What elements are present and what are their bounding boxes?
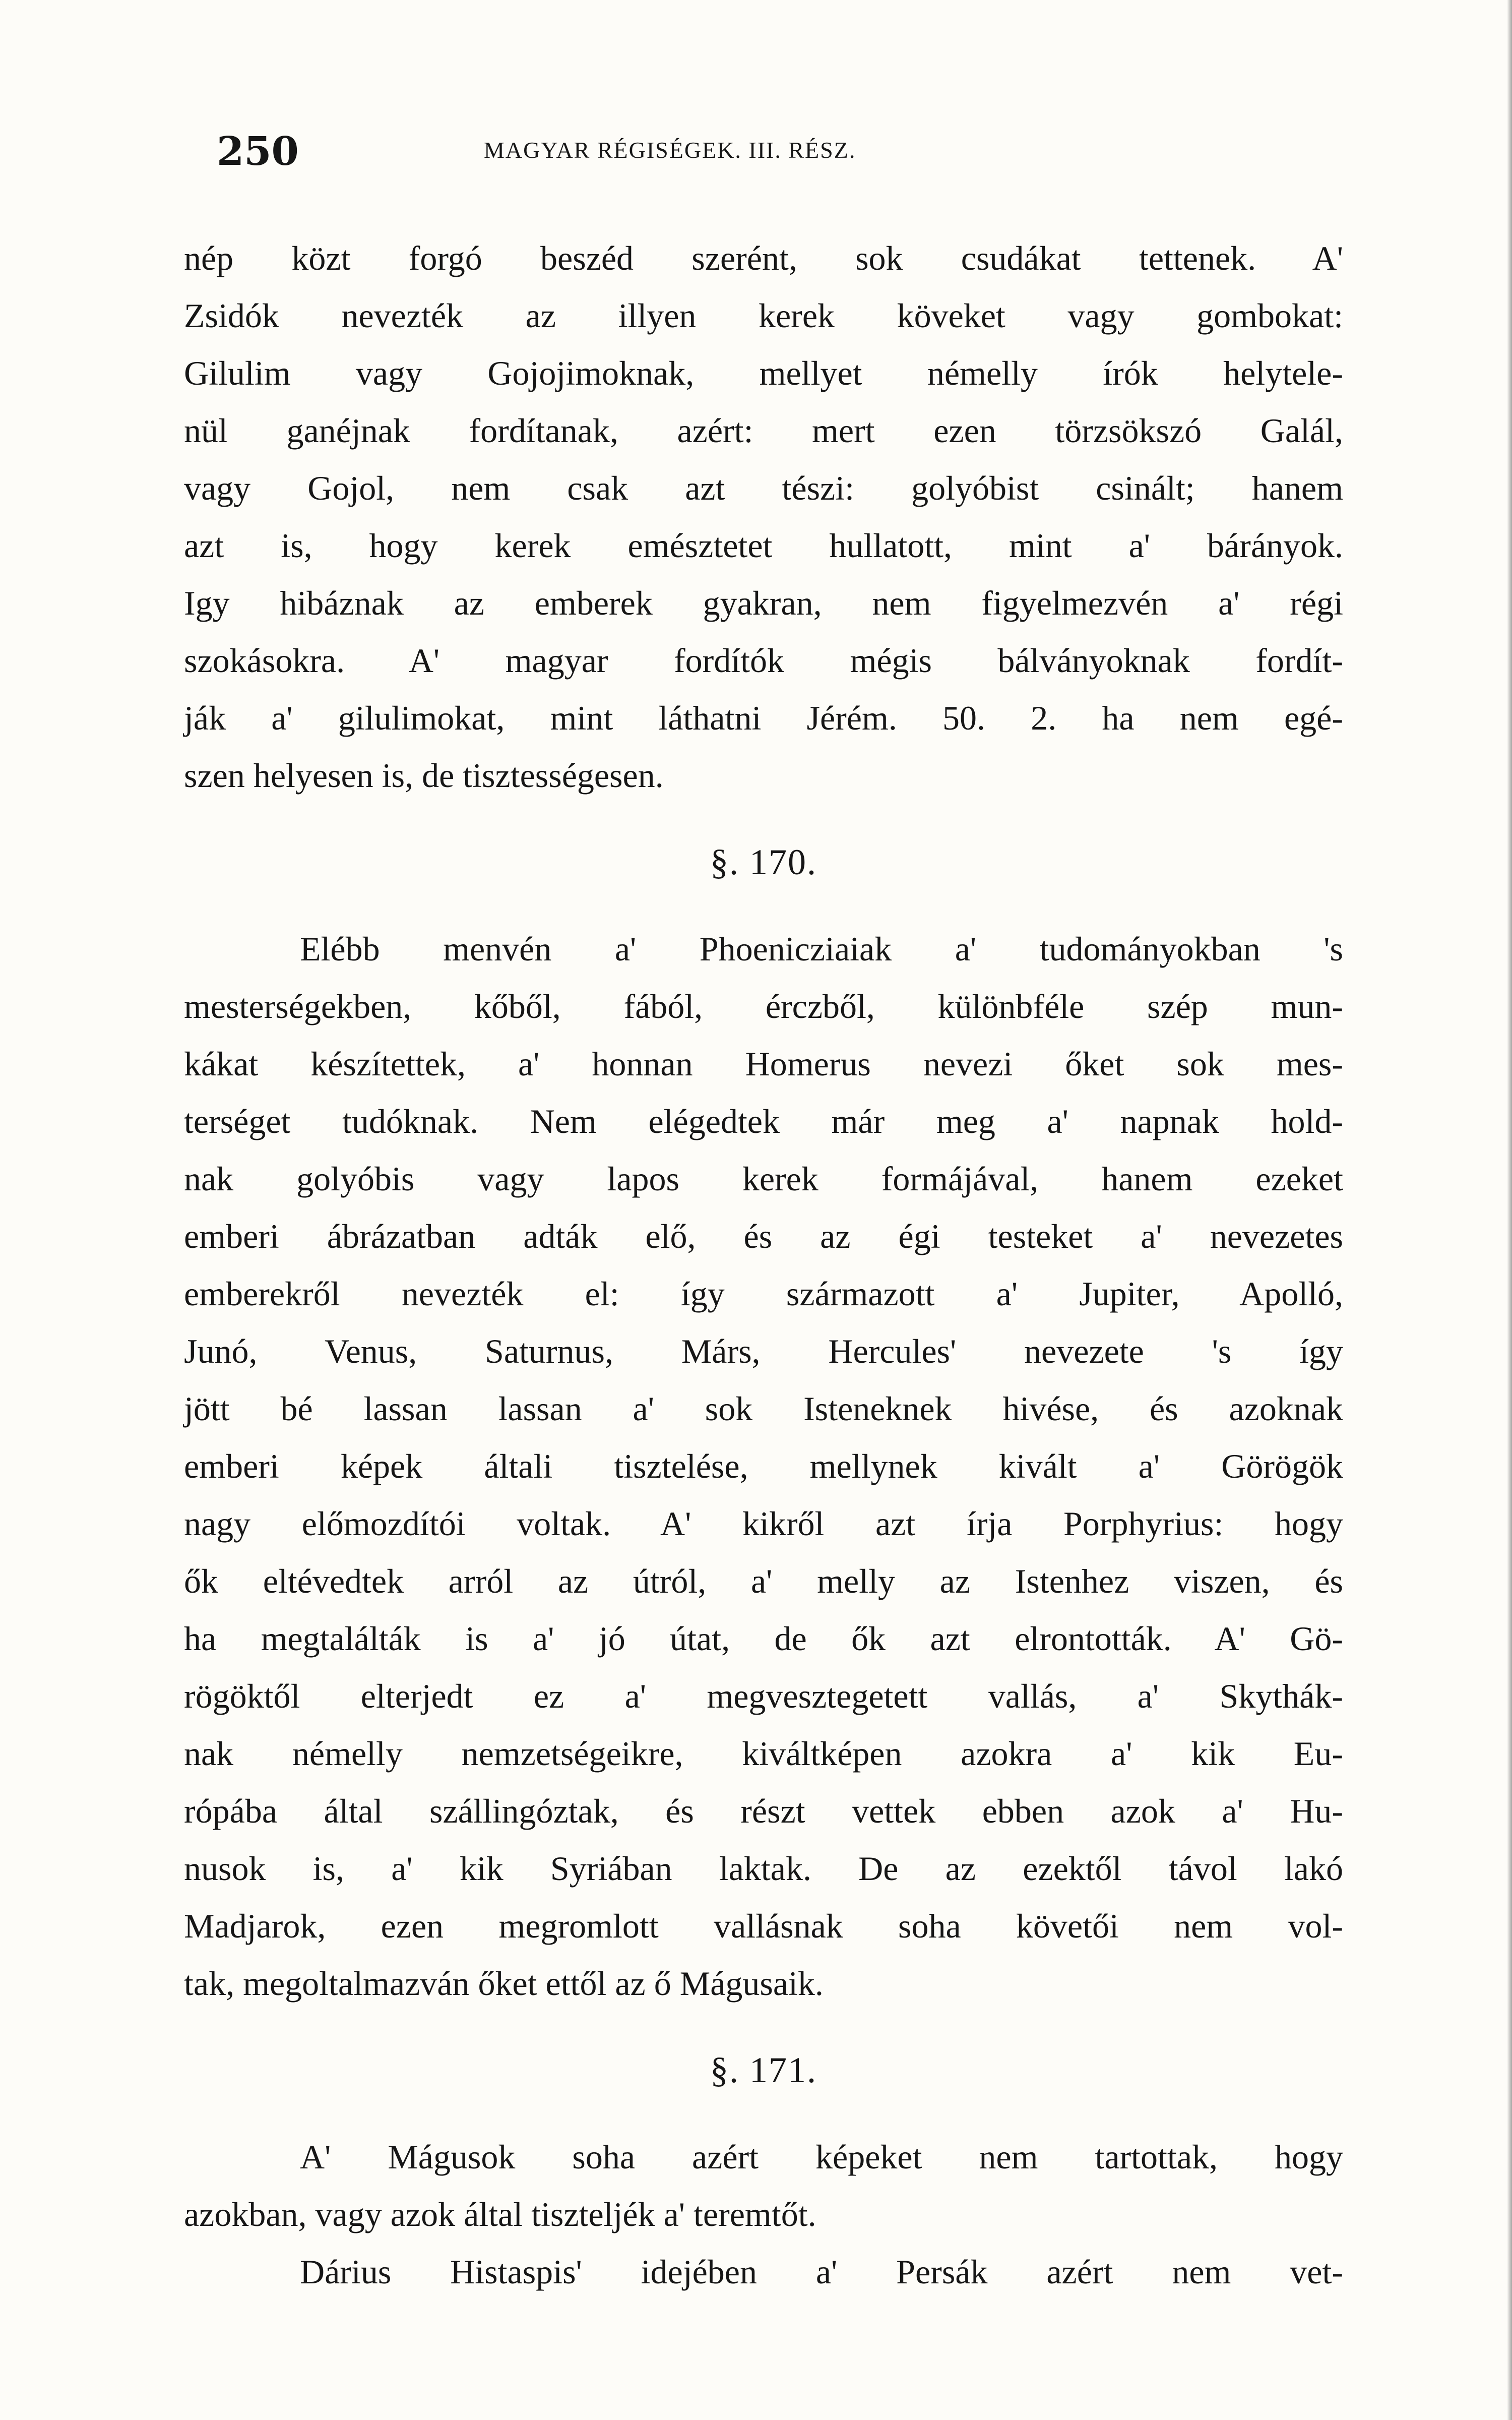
text-line: azokban, vagy azok által tiszteljék a' teremtőt.	[184, 2195, 816, 2233]
text-line: ha megtalálták is a' jó útat, de ők azt elrontották. A' Gö-	[184, 1619, 1343, 1658]
text-line: nagy előmozdítói voltak. A' kikről azt írja Porphyrius: hogy	[184, 1504, 1343, 1543]
text-line: Junó, Venus, Saturnus, Márs, Hercules' nevezete 's így	[184, 1332, 1343, 1370]
section-heading-171: §. 171.	[710, 2050, 817, 2090]
text-line: emberi ábrázatban adták elő, és az égi testeket a' nevezetes	[184, 1217, 1343, 1255]
page-number: 250	[217, 129, 299, 174]
text-line: Dárius Histaspis' idejében a' Persák azért nem vet-	[300, 2253, 1343, 2291]
body-text	[184, 229, 1343, 2301]
text-line: nak golyóbis vagy lapos kerek formájával, hanem ezeket	[184, 1160, 1343, 1198]
text-line: ják a' gilulimokat, mint láthatni Jérém. 50. 2. ha nem egé-	[184, 699, 1343, 737]
text-line: rögöktől elterjedt ez a' megvesztegetett vallás, a' Skythák-	[184, 1677, 1343, 1715]
text-line: Madjarok, ezen megromlott vallásnak soha követői nem vol-	[184, 1907, 1343, 1945]
text-line: szen helyesen is, de tisztességesen.	[184, 756, 664, 795]
text-line: jött bé lassan lassan a' sok Isteneknek hivése, és azoknak	[184, 1389, 1343, 1428]
text-line: Gilulim vagy Gojojimoknak, mellyet némelly írók helytele-	[184, 354, 1343, 392]
text-line: azt is, hogy kerek emésztetet hullatott, mint a' bárányok.	[184, 526, 1343, 565]
text-line: A' Mágusok soha azért képeket nem tartottak, hogy	[300, 2138, 1343, 2176]
text-line: emberekről nevezték el: így származott a' Jupiter, Apolló,	[184, 1275, 1343, 1313]
page-edge-shadow	[1507, 0, 1512, 2420]
text-line: nül ganéjnak fordítanak, azért: mert ezen törzsökszó Galál,	[184, 411, 1343, 450]
text-line: Elébb menvén a' Phoenicziaiak a' tudományokban 's	[300, 930, 1343, 968]
text-line: rópába által szállingóztak, és részt vettek ebben azok a' Hu-	[184, 1792, 1343, 1830]
text-line: terséget tudóknak. Nem elégedtek már meg a' napnak hold-	[184, 1102, 1343, 1140]
text-line: Igy hibáznak az emberek gyakran, nem figyelmezvén a' régi	[184, 584, 1343, 622]
text-line: nusok is, a' kik Syriában laktak. De az ezektől távol lakó	[184, 1849, 1343, 1888]
text-line: nak némelly nemzetségeikre, kiváltképen azokra a' kik Eu-	[184, 1734, 1343, 1773]
text-line: emberi képek általi tisztelése, mellynek kivált a' Görögök	[184, 1447, 1343, 1485]
text-line: nép közt forgó beszéd szerént, sok csudákat tettenek. A'	[184, 239, 1343, 277]
text-line: mesterségekben, kőből, fából, érczből, különbféle szép mun-	[184, 987, 1343, 1025]
running-head: MAGYAR RÉGISÉGEK. III. RÉSZ.	[484, 137, 856, 163]
text-line: vagy Gojol, nem csak azt tészi: golyóbist csinált; hanem	[184, 469, 1343, 507]
page-header	[217, 129, 1351, 174]
text-line: kákat készítettek, a' honnan Homerus nevezi őket sok mes-	[184, 1045, 1343, 1083]
text-line: Zsidók nevezték az illyen kerek köveket vagy gombokat:	[184, 296, 1343, 335]
section-heading-170: §. 170.	[710, 842, 817, 882]
text-line: ők eltévedtek arról az útról, a' melly az Istenhez viszen, és	[184, 1562, 1343, 1600]
text-line: tak, megoltalmazván őket ettől az ő Mágusaik.	[184, 1964, 824, 2003]
text-line: szokásokra. A' magyar fordítók mégis bálványoknak fordít-	[184, 641, 1343, 680]
